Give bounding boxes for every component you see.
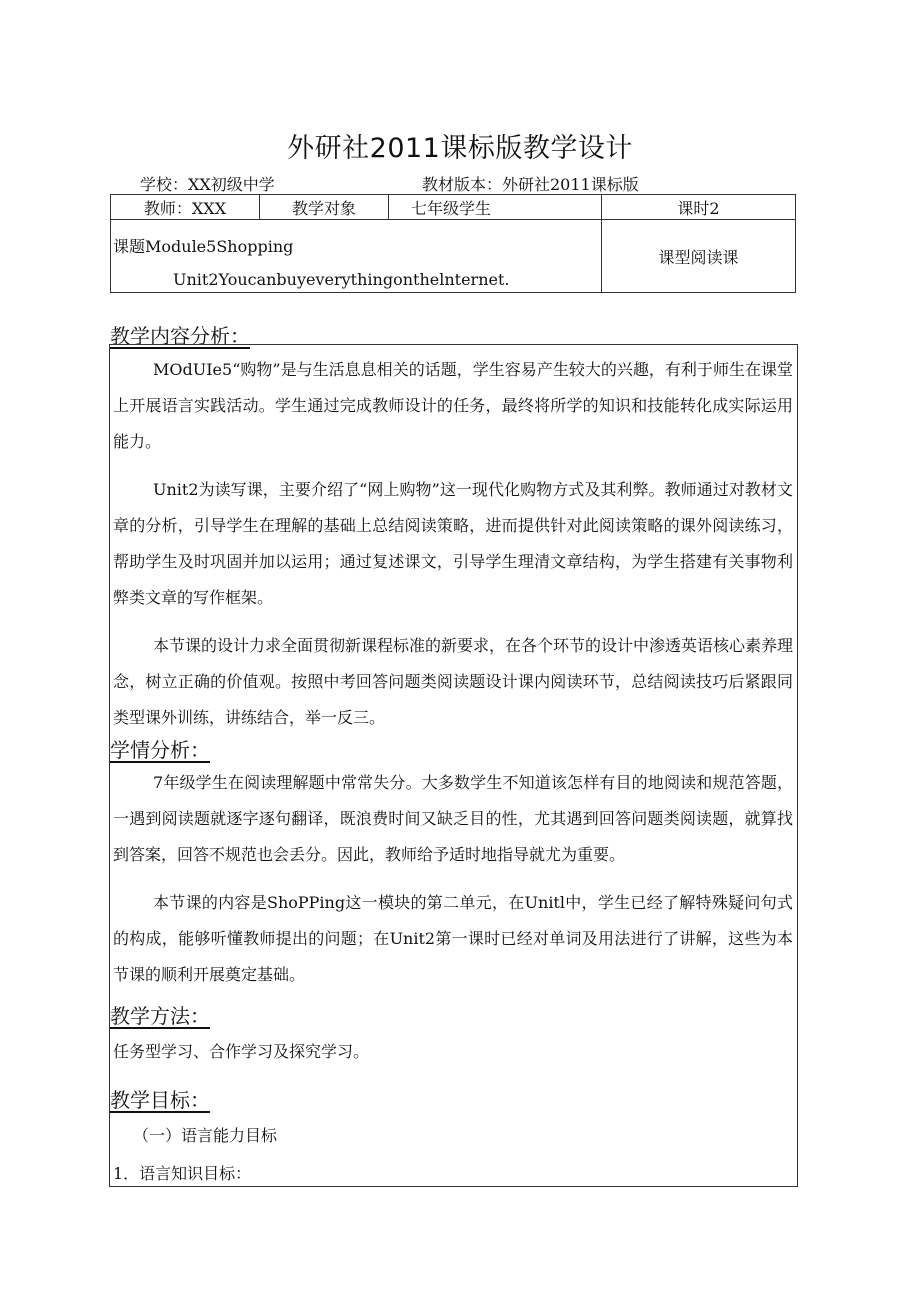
document-title: 外研社2011课标版教学设计 bbox=[287, 133, 633, 164]
student-paragraph: 本节课的内容是ShoPPing这一模块的第二单元，在Unitl中，学生已经了解特殊疑问句式的构成，能够听懂教师提出的问题；在Unit2第一课时已经对单词及用法进行了讲解，这些为本节课的顺利开展奠定基础。 bbox=[113, 893, 793, 984]
student-analysis-heading: 学情分析： bbox=[110, 738, 210, 762]
content-paragraph: Unit2为读写课，主要介绍了“网上购物”这一现代化购物方式及其利弊。教师通过对教材文章的分析，引导学生在理解的基础上总结阅读策略，进而提供针对此阅读策略的课外阅读练习，帮助学生及时巩固并加以运用；通过复述课文，引导学生理清文章结构，为学生搭建有关事物利弊类文章的写作框架。 bbox=[113, 480, 793, 607]
teacher-cell: 教师：XXX bbox=[111, 195, 260, 220]
content-analysis-body bbox=[113, 352, 793, 736]
lesson-title-line2: Unit2Youcanbuyeverythingonthelnternet. bbox=[173, 270, 510, 289]
audience-label-cell: 教学对象 bbox=[260, 195, 389, 220]
student-analysis-body bbox=[113, 765, 793, 993]
content-paragraph: 本节课的设计力求全面贯彻新课程标准的新要求，在各个环节的设计中渗透英语核心素养理念，树立正确的价值观。按照中考回答问题类阅读题设计课内阅读环节，总结阅读技巧后紧跟同类型课外训练，讲练结合，举一反三。 bbox=[113, 636, 794, 727]
periods-cell: 课时2 bbox=[602, 195, 796, 220]
school-label: 学校：XX初级中学 bbox=[140, 175, 275, 194]
lesson-title-cell bbox=[111, 220, 602, 293]
content-analysis-heading: 教学内容分析： bbox=[110, 324, 250, 348]
method-heading: 教学方法： bbox=[110, 1004, 210, 1028]
method-text: 任务型学习、合作学习及探究学习。 bbox=[113, 1042, 370, 1061]
edition-label: 教材版本：外研社2011课标版 bbox=[422, 175, 639, 194]
student-paragraph: 7年级学生在阅读理解题中常常失分。大多数学生不知道该怎样有目的地阅读和规范答题，一遇到阅读题就逐字逐句翻译，既浪费时间又缺乏目的性，尤其遇到回答问题类阅读题，就算找到答案，回答不规范也会丢分。因此，教师给予适时地指导就尤为重要。 bbox=[113, 773, 793, 864]
lesson-type-cell: 课型阅读课 bbox=[602, 220, 796, 293]
goals-subheading: （一）语言能力目标 bbox=[133, 1126, 278, 1145]
goals-heading: 教学目标： bbox=[110, 1088, 210, 1112]
goals-item: 1．语言知识目标： bbox=[113, 1164, 252, 1183]
content-paragraph: MOdUIe5“购物”是与生活息息相关的话题，学生容易产生较大的兴趣，有利于师生在课堂上开展语言实践活动。学生通过完成教师设计的任务，最终将所学的知识和技能转化成实际运用能力。 bbox=[113, 360, 793, 451]
audience-value-cell: 七年级学生 bbox=[389, 195, 602, 220]
info-table bbox=[110, 194, 796, 293]
lesson-title-line1: 课题Module5Shopping bbox=[113, 237, 294, 256]
